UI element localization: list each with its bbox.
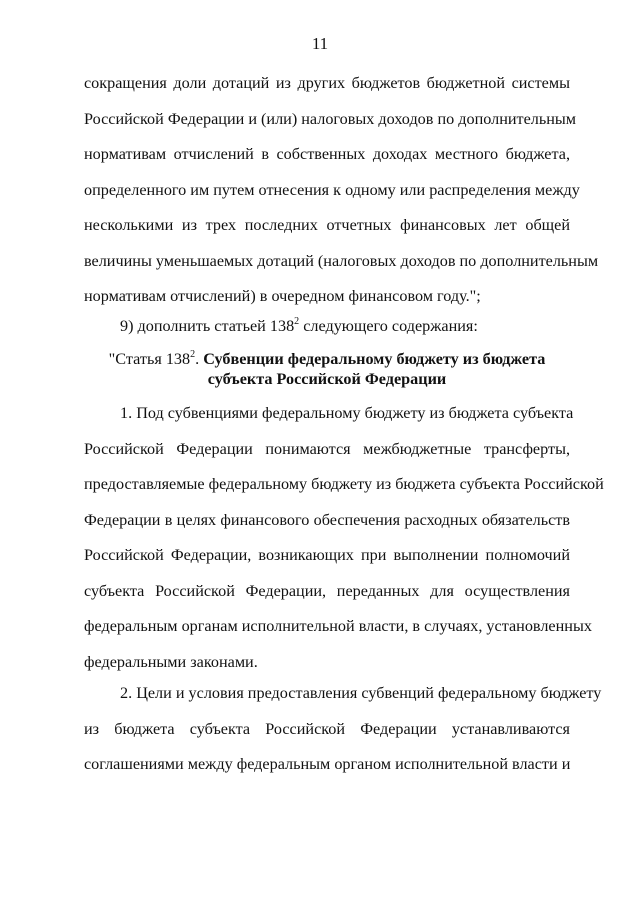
text-line: субъекта Российской Федерации, переданных для осуществления: [84, 581, 570, 600]
item-9-line: [84, 309, 570, 345]
text-line: Федерации в целях финансового обеспечения расходных обязательств: [84, 510, 570, 529]
text-line: Российской Федерации и (или) налоговых доходов по дополнительным: [84, 109, 577, 128]
text-line: несколькими из трех последних отчетных финансовых лет общей: [84, 216, 570, 234]
text-line: из бюджета субъекта Российской Федерации устанавливаются: [84, 719, 570, 738]
item-9-paragraph: [84, 309, 570, 345]
article-title-sup: 2: [190, 348, 196, 360]
paragraph-continued: [84, 66, 599, 315]
text-line: нормативам отчислений) в очередном финансовом году.";: [84, 287, 481, 305]
article-title-bold-1: Субвенции федеральному бюджету из бюджета: [203, 350, 546, 368]
item-9-sup: 2: [294, 315, 300, 327]
text-line: федеральными законами.: [84, 652, 258, 671]
page-number: 11: [311, 34, 329, 53]
article-title-line-1: [84, 349, 570, 369]
article-title-prefix-end: .: [195, 350, 204, 368]
paragraph-2: [84, 676, 602, 783]
article-title-bold-2: субъекта Российской Федерации: [207, 370, 447, 388]
paragraph-1: [84, 396, 604, 680]
text-line: Российской Федерации понимаются межбюджетные трансферты,: [84, 439, 570, 458]
text-line: соглашениями между федеральным органом исполнительной власти и: [84, 755, 571, 773]
text-line: величины уменьшаемых дотаций (налоговых доходов по дополнительным: [84, 251, 599, 270]
text-line: сокращения доли дотаций из других бюджетов бюджетной системы: [84, 74, 570, 92]
article-title-prefix: "Статья 138: [108, 350, 191, 368]
article-title: [84, 349, 570, 389]
text-line: предоставляемые федеральному бюджету из бюджета субъекта Российской: [84, 475, 604, 493]
text-line: федеральным органам исполнительной власти, в случаях, установленных: [84, 617, 592, 635]
item-9-text: 9) дополнить статьей 138: [120, 317, 295, 335]
text-line: определенного им путем отнесения к одному или распределения между: [84, 180, 580, 199]
text-line: 1. Под субвенциями федеральному бюджету из бюджета субъекта: [120, 404, 574, 422]
item-9-text-after: следующего содержания:: [299, 317, 478, 335]
text-line: Российской Федерации, возникающих при выполнении полномочий: [84, 546, 570, 564]
text-line: нормативам отчислений в собственных доходах местного бюджета,: [84, 145, 570, 163]
text-line: 2. Цели и условия предоставления субвенций федеральному бюджету: [120, 684, 602, 702]
